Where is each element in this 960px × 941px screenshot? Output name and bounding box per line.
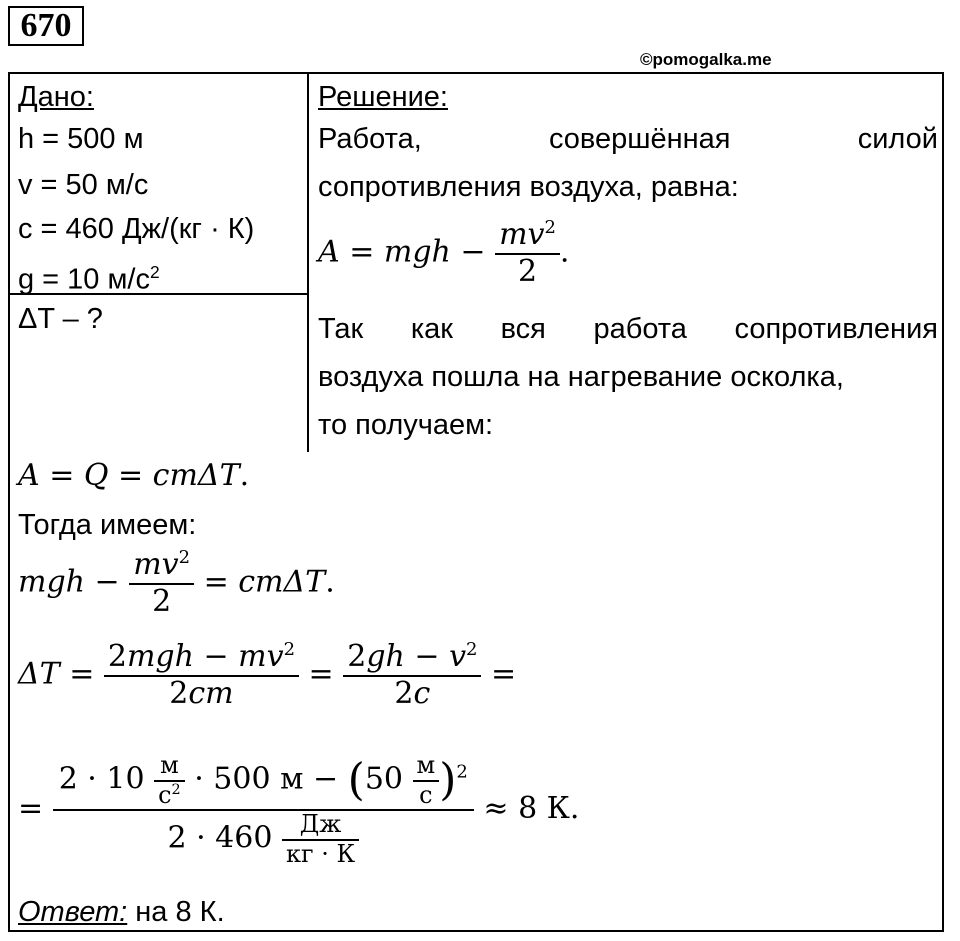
find-value: ΔT – ?	[18, 303, 103, 335]
given-heat-capacity: c = 460 Дж/(кг · К)	[18, 213, 255, 245]
problem-number: 670	[8, 6, 84, 46]
given-height: h = 500 м	[18, 123, 144, 155]
answer-text: на 8 К.	[135, 896, 225, 928]
solution-title: Решение:	[318, 81, 448, 113]
column-divider	[307, 72, 309, 452]
energy-equation: A = Q = cmΔT.	[18, 458, 250, 493]
given-velocity: v = 50 м/с	[18, 169, 149, 201]
numeric-calculation: = 2 · 10 $\frac{м}{с^2}$ · 500 м − (50 $\frac{м}{с}$ )$^2$ 2 · 460 $\frac{Дж}{кг \cdot К}$ ≈ 8 К.	[18, 751, 580, 868]
solution-line-5: то получаем:	[318, 409, 494, 441]
given-gravity: g = 10 $м/с^2$	[18, 262, 160, 296]
balance-equation: mgh − $\frac{mv^2}{2}$ = cmΔT.	[18, 547, 335, 619]
answer-line	[18, 895, 225, 929]
then-text: Тогда имеем:	[18, 509, 197, 541]
given-title: Дано:	[18, 81, 94, 113]
work-formula: A = mgh − $\frac{mv^2}{2}$ .	[318, 217, 570, 289]
watermark: ©pomogalka.me	[640, 50, 772, 69]
solution-line-1: Работа, совершённая силой	[318, 123, 938, 155]
answer-label: Ответ:	[18, 896, 128, 928]
solution-line-4: воздуха пошла на нагревание осколка,	[318, 361, 844, 393]
delta-t-formula: ΔT = $\frac{2mgh - mv^2}{2cm}$ = $\frac{2gh - v^2}{2c}$ =	[18, 639, 517, 711]
solution-line-2: сопротивления воздуха, равна:	[318, 171, 739, 203]
solution-line-3: Так как вся работа сопротивления	[318, 313, 938, 345]
